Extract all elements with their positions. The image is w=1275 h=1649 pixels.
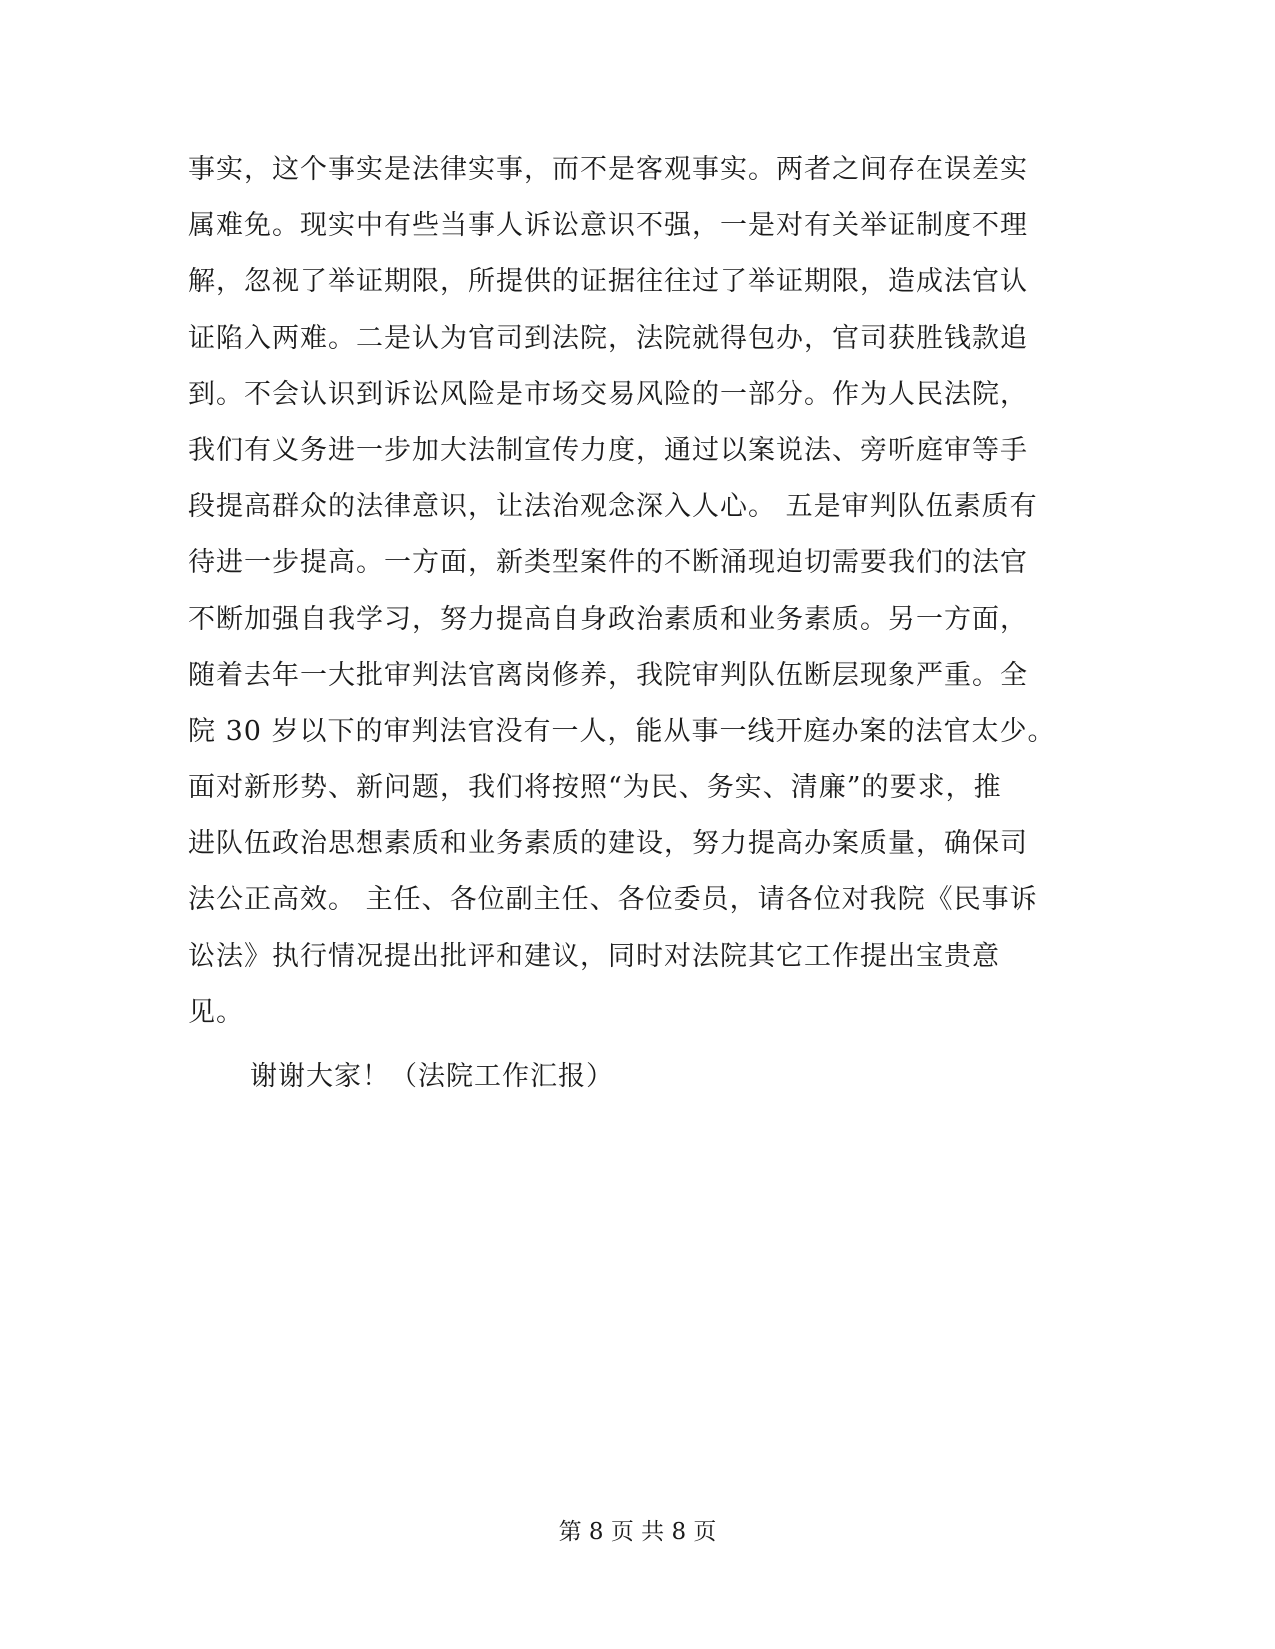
text-line: 证陷入两难。二是认为官司到法院，法院就得包办，官司获胜钱款追: [188, 322, 1028, 354]
page-number-footer: 第 8 页 共 8 页: [558, 1519, 717, 1545]
text-line: 属难免。现实中有些当事人诉讼意识不强，一是对有关举证制度不理: [188, 210, 1028, 242]
text-line: 我们有义务进一步加大法制宣传力度，通过以案说法、旁听庭审等手: [188, 434, 1028, 466]
text-line: 讼法》执行情况提出批评和建议，同时对法院其它工作提出宝贵意: [188, 940, 1000, 972]
text-line: 面对新形势、新问题，我们将按照“为民、务实、清廉”的要求，推: [188, 772, 1002, 804]
text-line: 待进一步提高。一方面，新类型案件的不断涌现迫切需要我们的法官: [188, 547, 1028, 579]
text-line: 法公正高效。 主任、各位副主任、各位委员，请各位对我院《民事诉: [188, 884, 1038, 916]
text-line: 院 30 岁以下的审判法官没有一人，能从事一线开庭办案的法官太少。: [188, 715, 1056, 747]
text-line: 事实，这个事实是法律实事，而不是客观事实。两者之间存在误差实: [188, 154, 1028, 185]
text-line: 不断加强自我学习，努力提高自身政治素质和业务素质。另一方面，: [188, 603, 1028, 635]
text-line: 段提高群众的法律意识，让法治观念深入人心。 五是审判队伍素质有: [188, 491, 1038, 523]
text-line: 解，忽视了举证期限，所提供的证据往往过了举证期限，造成法官认: [188, 266, 1028, 298]
text-line: 到。不会认识到诉讼风险是市场交易风险的一部分。作为人民法院，: [188, 378, 1028, 410]
text-line: 随着去年一大批审判法官离岗修养，我院审判队伍断层现象严重。全: [188, 659, 1028, 691]
closing-remark: 谢谢大家！（法院工作汇报）: [250, 1061, 614, 1092]
text-line: 见。: [188, 996, 244, 1028]
body-paragraph: [188, 142, 1068, 1041]
text-line: 进队伍政治思想素质和业务素质的建设，努力提高办案质量，确保司: [188, 828, 1028, 860]
